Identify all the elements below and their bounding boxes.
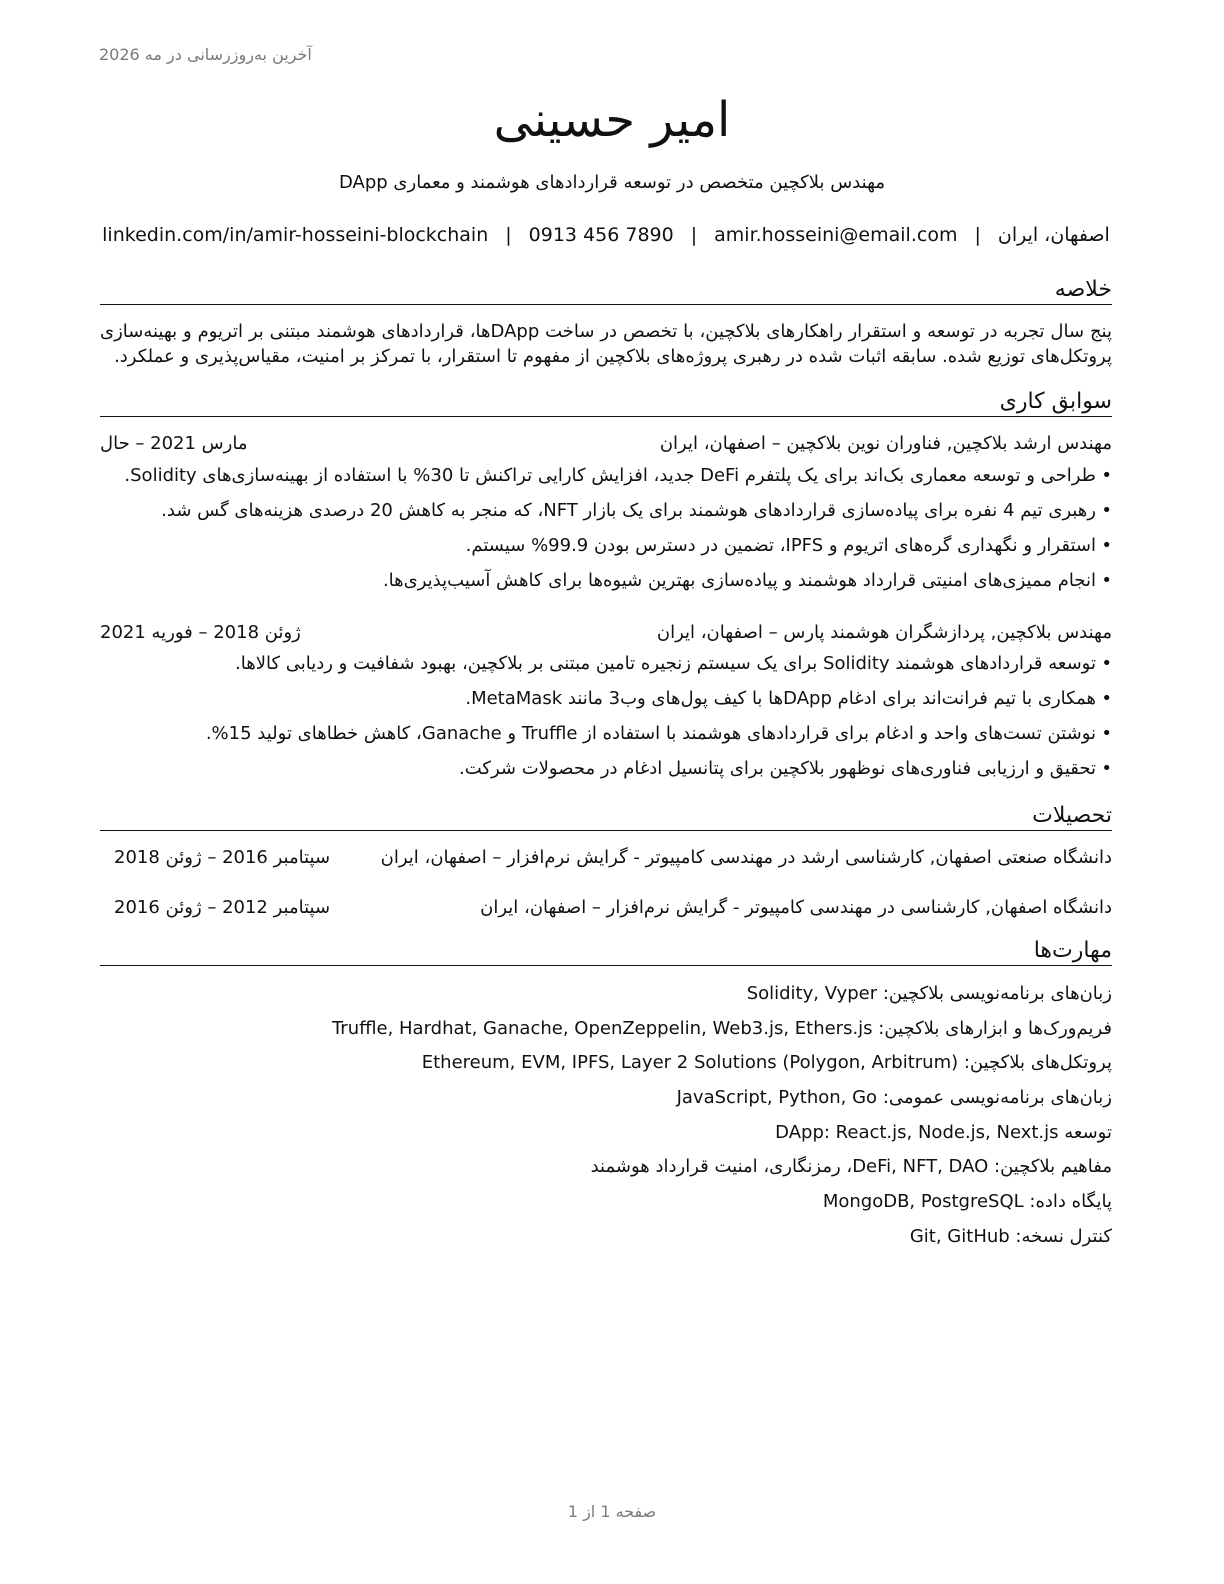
skill-item — [100, 1050, 1112, 1085]
candidate-name: امیر حسینی — [493, 92, 731, 148]
skill-value: DApp: React.js, Node.js, Next.js — [775, 1121, 1059, 1143]
skill-item — [100, 1189, 1112, 1224]
job-dates: ژوئن 2018 – فوریه 2021 — [100, 622, 301, 643]
bullet-dot-icon: • — [1101, 723, 1112, 744]
contact-phone[interactable]: 0913 456 7890 — [528, 224, 674, 246]
skill-label: زبان‌های برنامه‌نویسی بلاکچین: — [882, 983, 1112, 1004]
bullet-dot-icon: • — [1101, 570, 1112, 591]
contact-line — [100, 222, 1112, 248]
skill-label: توسعه — [1064, 1121, 1112, 1143]
skill-value: MongoDB, PostgreSQL — [822, 1191, 1024, 1213]
contact-email[interactable]: amir.hosseini@email.com — [714, 224, 958, 246]
skill-item — [100, 1120, 1112, 1155]
contact-location: اصفهان، ایران — [997, 224, 1110, 246]
education-school: دانشگاه اصفهان, کارشناسی در مهندسی کامپیوتر - گرایش نرم‌افزار – اصفهان، ایران — [480, 897, 1112, 918]
education-dates: سپتامبر 2016 – ژوئن 2018 — [114, 847, 331, 868]
skill-item — [100, 1154, 1112, 1189]
skill-item — [100, 1224, 1112, 1259]
education-heading: تحصیلات — [100, 802, 1112, 831]
job-bullet: • تحقیق و ارزیابی فناوری‌های نوظهور بلاکچین برای پتانسیل ادغام در محصولات شرکت. — [100, 756, 1112, 791]
skill-value: Truffle, Hardhat, Ganache, OpenZeppelin, Web3.js, Ethers.js — [331, 1017, 873, 1039]
bullet-dot-icon: • — [1101, 500, 1112, 521]
skill-value: Ethereum, EVM, IPFS, Layer 2 Solutions (Polygon, Arbitrum) — [421, 1052, 959, 1074]
bullet-dot-icon: • — [1101, 535, 1112, 556]
job-bullet: • نوشتن تست‌های واحد و ادغام برای قراردادهای هوشمند با استفاده از Truffle و Ganache، کاهش خطاهای تولید 15%. — [100, 721, 1112, 756]
job-bullet: • طراحی و توسعه معماری بک‌اند برای یک پلتفرم DeFi جدید، افزایش کارایی تراکنش تا 30% با استفاده از بهینه‌سازی‌های Solidity. — [100, 463, 1112, 498]
job-title: مهندس ارشد بلاکچین, فناوران نوین بلاکچین – اصفهان، ایران — [659, 433, 1112, 454]
job-bullet: • انجام ممیزی‌های امنیتی قرارداد هوشمند و پیاده‌سازی بهترین شیوه‌ها برای کاهش آسیب‌پذیری‌ها. — [100, 568, 1112, 603]
job-bullet: • استقرار و نگهداری گره‌های اتریوم و IPFS، تضمین در دسترس بودن 99.9% سیستم. — [100, 533, 1112, 568]
bullet-dot-icon: • — [1101, 688, 1112, 709]
job-bullet: • رهبری تیم 4 نفره برای پیاده‌سازی قراردادهای هوشمند برای یک بازار NFT، که منجر به کاهش 20 درصدی هزینه‌های گس شد. — [100, 498, 1112, 533]
experience-heading: سوابق کاری — [100, 388, 1112, 417]
skills-heading: مهارت‌ها — [100, 937, 1112, 966]
skill-value: Git, GitHub — [909, 1225, 1010, 1247]
skill-label: زبان‌های برنامه‌نویسی عمومی: — [882, 1087, 1112, 1109]
skill-value: JavaScript, Python, Go — [676, 1087, 878, 1109]
skill-item — [100, 1085, 1112, 1120]
skill-value: DeFi, NFT, DAO، رمزنگاری، امنیت قرارداد هوشمند — [590, 1156, 989, 1178]
last-updated-note: آخرین به‌روزرسانی در مه 2026 — [99, 45, 312, 64]
bullet-dot-icon: • — [1101, 758, 1112, 779]
job-bullet: • توسعه قراردادهای هوشمند Solidity برای یک سیستم زنجیره تامین مبتنی بر بلاکچین، بهبود شفافیت و ردیابی کالاها. — [100, 651, 1112, 686]
skills-list — [100, 981, 1112, 1259]
skill-label: پایگاه داده: — [1029, 1191, 1112, 1213]
job-bullets — [100, 463, 1112, 603]
summary-heading: خلاصه — [100, 276, 1112, 305]
job-title: مهندس بلاکچین, پردازشگران هوشمند پارس – اصفهان، ایران — [656, 622, 1112, 643]
contact-separator: | — [505, 224, 512, 246]
education-dates: سپتامبر 2012 – ژوئن 2016 — [114, 897, 331, 918]
candidate-tagline: مهندس بلاکچین متخصص در توسعه قراردادهای هوشمند و معماری DApp — [338, 172, 886, 193]
job-header — [100, 431, 1112, 457]
page-number: صفحه 1 از 1 — [567, 1502, 657, 1521]
education-entry — [100, 895, 1112, 921]
contact-linkedin[interactable]: linkedin.com/in/amir-hosseini-blockchain — [102, 224, 489, 246]
education-entry — [100, 845, 1112, 871]
skill-item — [100, 1016, 1112, 1051]
bullet-dot-icon: • — [1101, 465, 1112, 486]
skill-label: پروتکل‌های بلاکچین: — [963, 1052, 1112, 1074]
bullet-dot-icon: • — [1101, 653, 1112, 674]
job-dates: مارس 2021 – حال — [100, 433, 248, 454]
summary-text: پنج سال تجربه در توسعه و استقرار راهکارهای بلاکچین، با تخصص در ساخت DAppها، قراردادهای هوشمند مبتنی بر اتریوم و بهینه‌سازی پروتکل‌های توزیع شده. سابقه اثبات شده در رهبری پروژه‌های بلاکچین از مفهوم تا استقرار، با تمرکز بر امنیت، مقیاس‌پذیری و عملکرد. — [100, 321, 1112, 367]
job-bullets — [100, 651, 1112, 791]
skill-item — [100, 981, 1112, 1016]
job-bullet: • همکاری با تیم فرانت‌اند برای ادغام DAppها با کیف پول‌های وب3 مانند MetaMask. — [100, 686, 1112, 721]
education-school: دانشگاه صنعتی اصفهان, کارشناسی ارشد در مهندسی کامپیوتر - گرایش نرم‌افزار – اصفهان، ایران — [380, 847, 1112, 868]
contact-separator: | — [974, 224, 981, 246]
job-header — [100, 620, 1112, 646]
skill-label: کنترل نسخه: — [1015, 1225, 1112, 1247]
skill-value: Solidity, Vyper — [746, 983, 878, 1004]
contact-separator: | — [690, 224, 698, 246]
skill-label: مفاهیم بلاکچین: — [994, 1156, 1112, 1178]
skill-label: فریم‌ورک‌ها و ابزارهای بلاکچین: — [878, 1017, 1112, 1039]
